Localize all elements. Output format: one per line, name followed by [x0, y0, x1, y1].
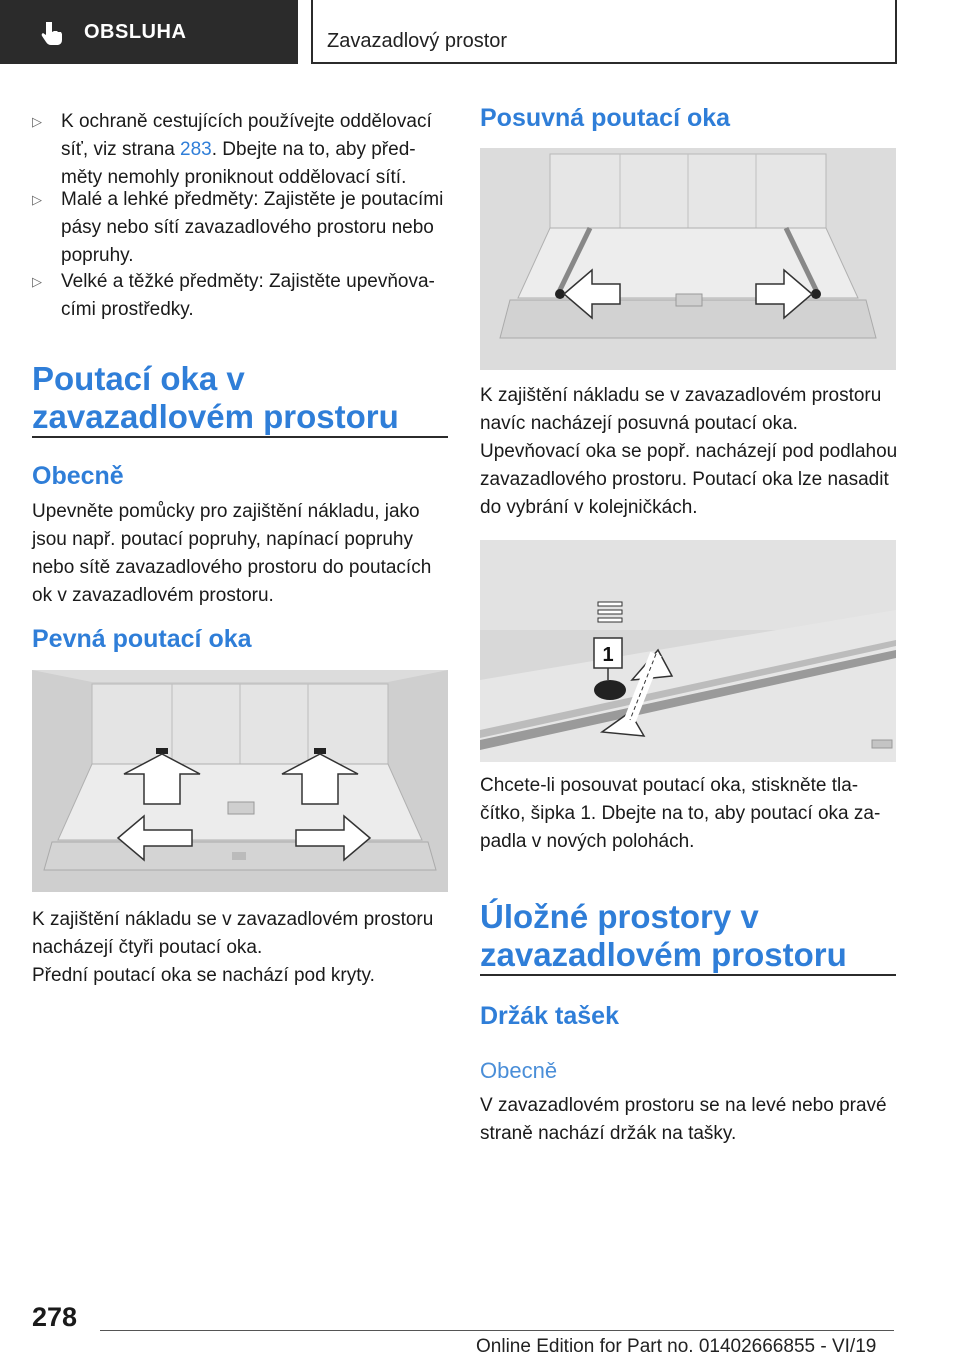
page-number: 278	[32, 1302, 78, 1332]
edition-footer: Online Edition for Part no. 01402666855 - VI/19	[476, 1336, 877, 1357]
subsection-heading-general: Obecně	[32, 462, 124, 490]
triangle-right-icon: ▷	[32, 274, 42, 289]
section-tab[interactable]	[0, 0, 298, 64]
callout-number: 1	[602, 644, 614, 666]
section-rule	[32, 436, 448, 438]
sliding-paragraph-1: K zajištění nákladu se v zavazadlovém prostoru navíc nacházejí posuvná poutací oka.	[480, 385, 882, 434]
triangle-right-icon: ▷	[32, 114, 42, 129]
page-link-283[interactable]: 283	[180, 139, 212, 160]
section-title-storage: Úložné prostory v zavazadlovém prostoru	[480, 898, 847, 973]
chapter-header	[311, 0, 897, 64]
subsection-heading-fixed: Pevná poutací oka	[32, 625, 252, 653]
triangle-right-icon: ▷	[32, 192, 42, 207]
chapter-title: Zavazadlový prostor	[327, 30, 508, 52]
footer-rule	[100, 1330, 894, 1331]
subsection-heading-bag-holder: Držák tašek	[480, 1002, 619, 1030]
trunk-sliding-eyes-figure	[480, 148, 896, 370]
fixed-paragraph-2: Přední poutací oka se nachází pod kryty.	[32, 965, 375, 986]
subsection-heading-sliding: Posuvná poutací oka	[480, 104, 731, 132]
sliding-paragraph-3: Chcete-li posouvat poutací oka, stiskněte tla-čítko, šipka 1. Dbejte na to, aby poutací oka za-padla v nových polohách.	[480, 775, 881, 852]
section-rule	[480, 974, 896, 976]
subsubsection-heading-general: Obecně	[480, 1058, 558, 1083]
fixed-paragraph-1: K zajištění nákladu se v zavazadlovém prostoru nacházejí čtyři poutací oka.	[32, 909, 434, 958]
sliding-paragraph-2: Upevňovací oka se popř. nacházejí pod podlahou zavazadlového prostoru. Poutací oka lze nasadit do vybrání v kolejničkách.	[480, 441, 898, 518]
general-paragraph: Upevněte pomůcky pro zajištění nákladu, jako jsou např. poutací popruhy, napínací popruhy nebo sítě zavazadlového prostoru do poutacích ok v zavazadlovém prostoru.	[32, 501, 432, 606]
bag-holder-paragraph: V zavazadlovém prostoru se na levé nebo pravé straně nachází držák na tašky.	[480, 1095, 887, 1144]
rail-slider-figure	[480, 540, 896, 762]
hand-pointer-icon	[40, 20, 66, 46]
trunk-fixed-eyes-figure	[32, 670, 448, 892]
section-tab-label: OBSLUHA	[84, 21, 187, 43]
section-title: Poutací oka v zavazadlovém prostoru	[32, 360, 399, 435]
